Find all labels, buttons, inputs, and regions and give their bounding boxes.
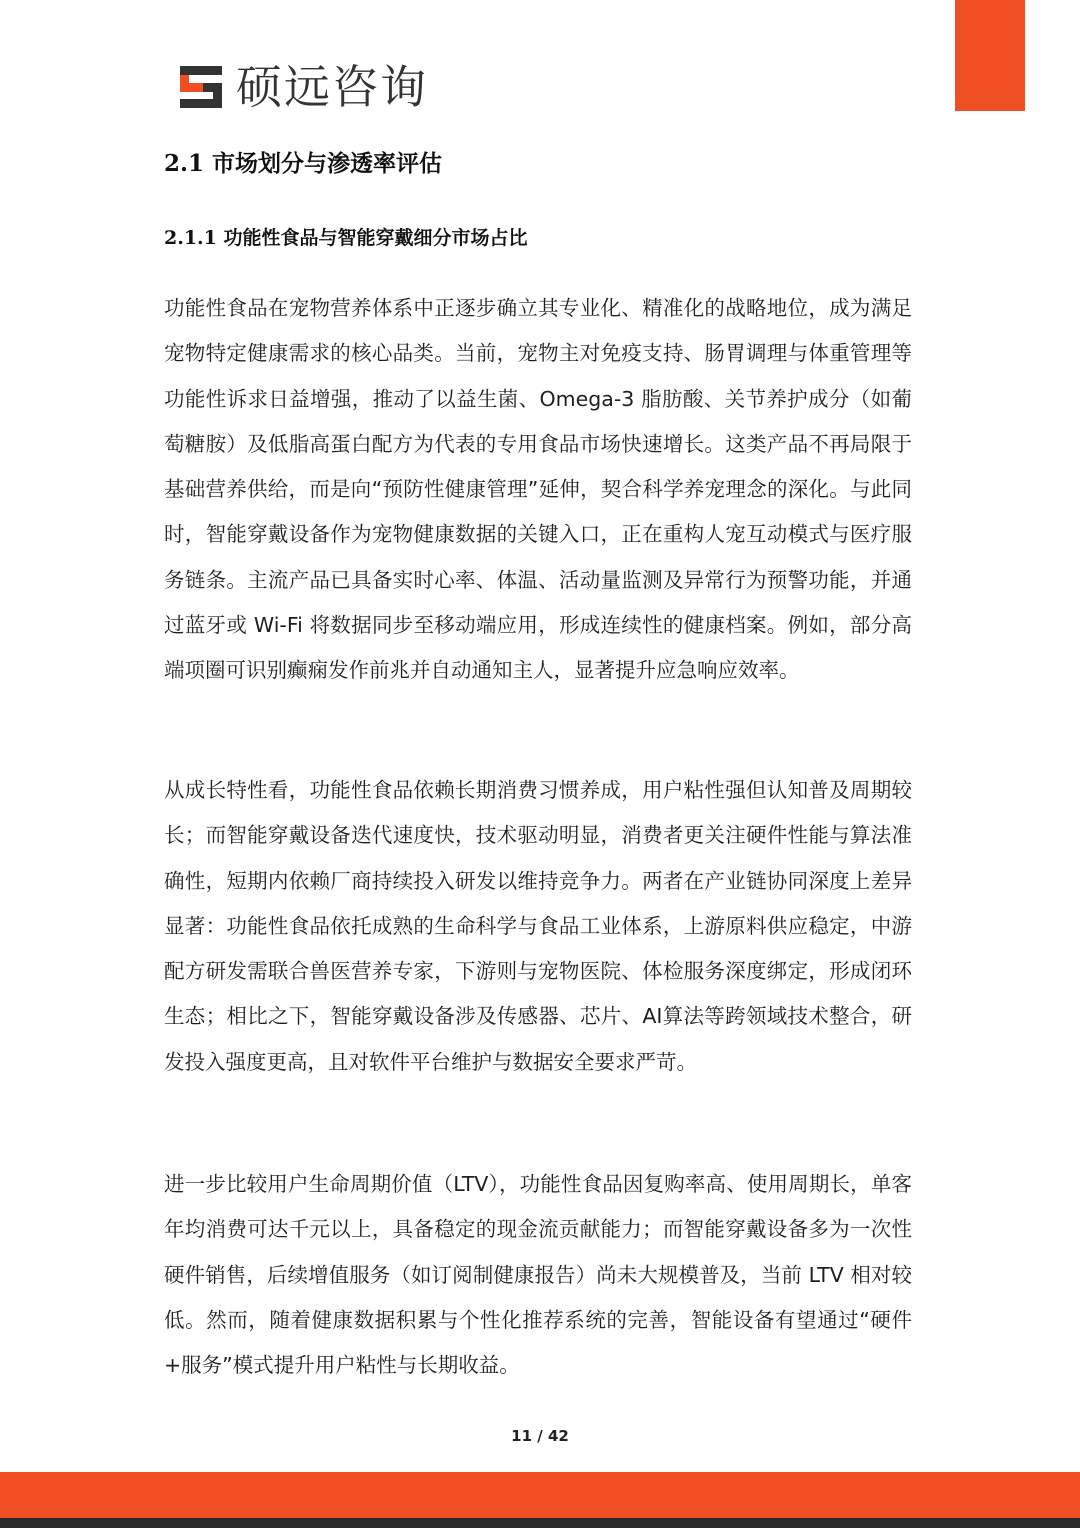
subsection-heading: 2.1.1 功能性食品与智能穿戴细分市场占比 xyxy=(164,227,528,249)
body-paragraph: 进一步比较用户生命周期价值（LTV），功能性食品因复购率高、使用周期长，单客年均消费可达千元以上，具备稳定的现金流贡献能力；而智能穿戴设备多为一次性硬件销售，后续增值服务（如订阅制健康报告）尚未大规模普及，当前 LTV 相对较低。然而，随着健康数据积累与个性化推荐系统的完善，智能设备有望通过“硬件+服务”模式提升用户粘性与长期收益。 xyxy=(164,1172,912,1378)
body-paragraph: 从成长特性看，功能性食品依赖长期消费习惯养成，用户粘性强但认知普及周期较长；而智能穿戴设备迭代速度快，技术驱动明显，消费者更关注硬件性能与算法准确性，短期内依赖厂商持续投入研发以维持竞争力。两者在产业链协同深度上差异显著：功能性食品依托成熟的生命科学与食品工业体系，上游原料供应稳定，中游配方研发需联合兽医营养专家，下游则与宠物医院、体检服务深度绑定，形成闭环生态；相比之下，智能穿戴设备涉及传感器、芯片、AI算法等跨领域技术整合，研发投入强度更高，且对软件平台维护与数据安全要求严苛。 xyxy=(164,778,912,1074)
s-bracket-logo-icon xyxy=(176,62,226,112)
footer-dark-strip xyxy=(0,1518,1080,1528)
section-heading: 2.1 市场划分与渗透率评估 xyxy=(164,150,443,177)
footer-accent-bar xyxy=(0,1472,1080,1518)
corner-accent-block xyxy=(955,0,1025,111)
page-number: 11 / 42 xyxy=(511,1427,569,1445)
body-paragraph: 功能性食品在宠物营养体系中正逐步确立其专业化、精准化的战略地位，成为满足宠物特定健康需求的核心品类。当前，宠物主对免疫支持、肠胃调理与体重管理等功能性诉求日益增强，推动了以益生菌、Omega-3 脂肪酸、关节养护成分（如葡萄糖胺）及低脂高蛋白配方为代表的专用食品市场快速增长。这类产品不再局限于基础营养供给，而是向“预防性健康管理”延伸，契合科学养宠理念的深化。与此同时，智能穿戴设备作为宠物健康数据的关键入口，正在重构人宠互动模式与医疗服务链条。主流产品已具备实时心率、体温、活动量监测及异常行为预警功能，并通过蓝牙或 Wi-Fi 将数据同步至移动端应用，形成连续性的健康档案。例如，部分高端项圈可识别癫痫发作前兆并自动通知主人，显著提升应急响应效率。 xyxy=(164,296,912,683)
brand-name: 硕远咨询 xyxy=(236,60,428,114)
brand-logo xyxy=(176,62,428,112)
